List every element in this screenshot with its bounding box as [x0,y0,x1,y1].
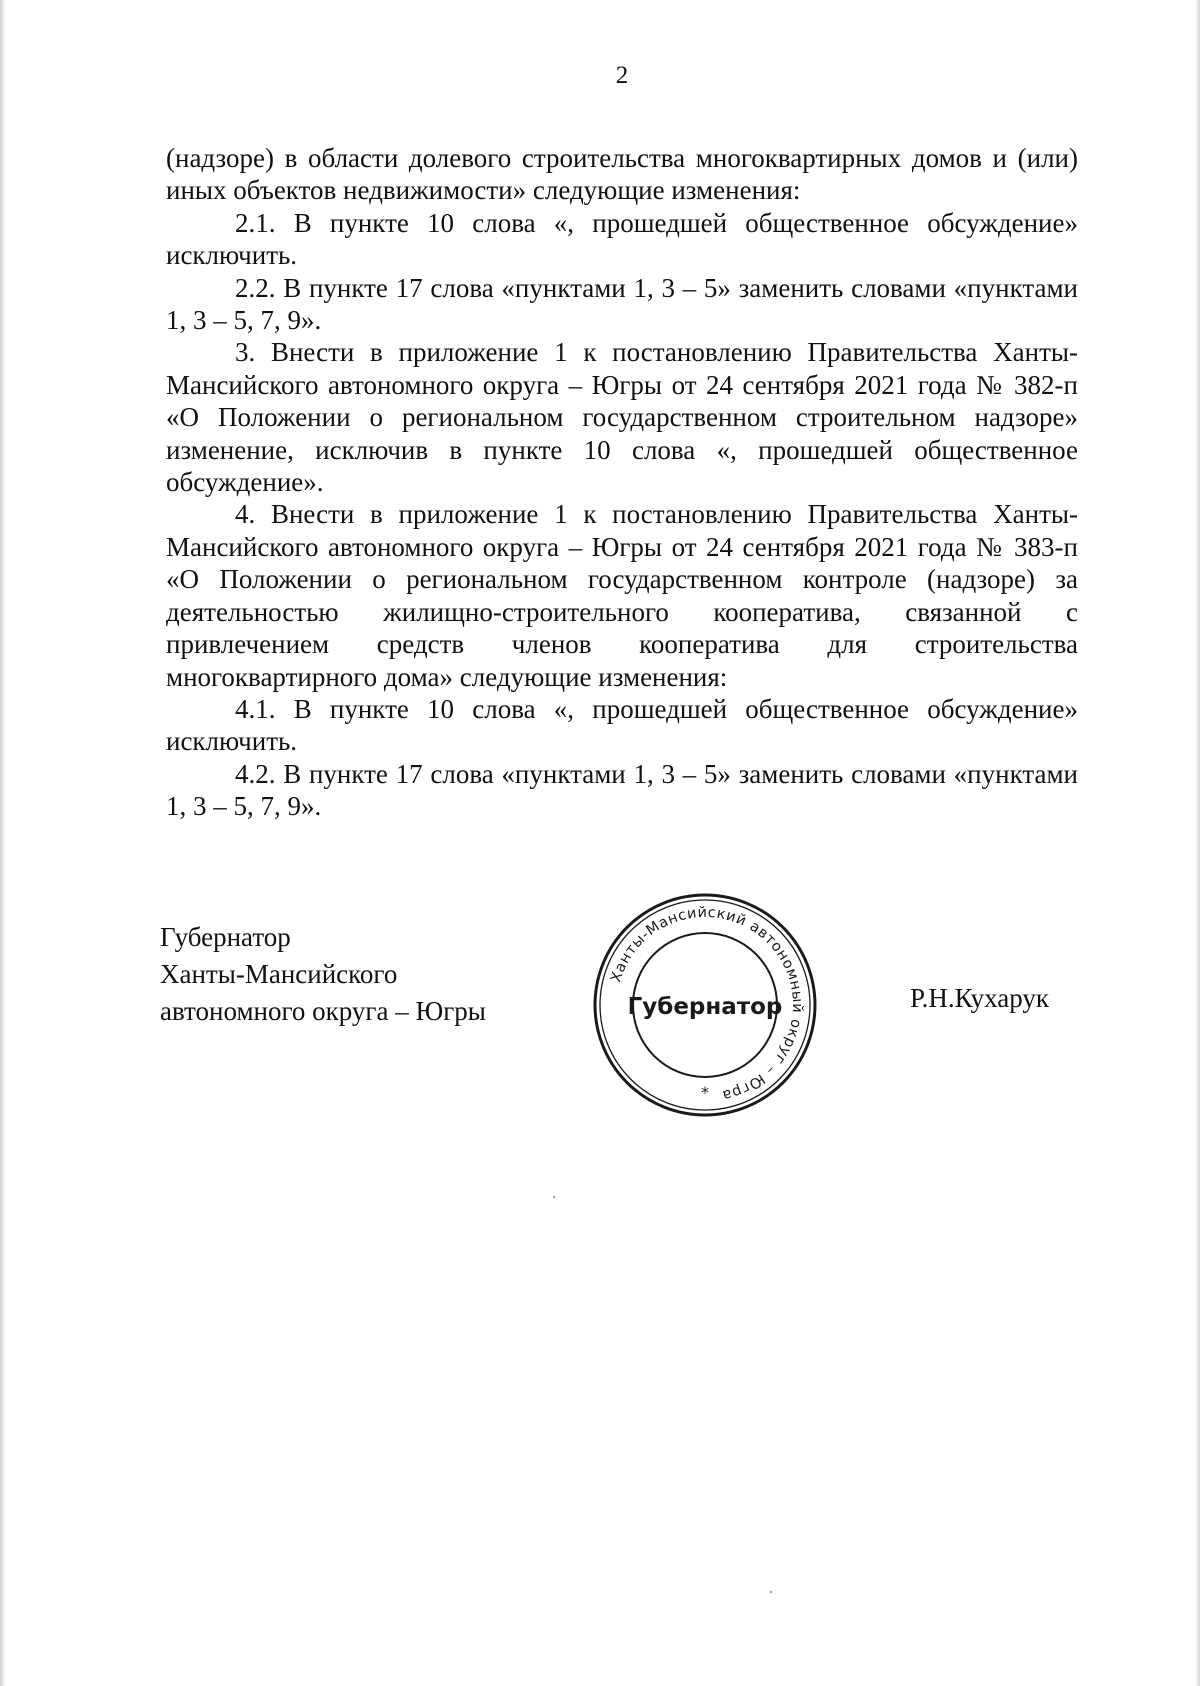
paragraph-4-2: 4.2. В пункте 17 слова «пунктами 1, 3 – 5» заменить словами «пунктами 1, 3 – 5, 7, 9». [166,758,1078,822]
signature-name: Р.Н.Кухарук [910,983,1050,1013]
document-body [166,142,1078,823]
signature-block [160,919,486,1030]
page-number: 2 [615,62,629,89]
seal-star: * [701,1083,709,1102]
scan-edge-left [0,0,6,1686]
signature-title-line-3: автономного округа – Югры [160,996,486,1026]
paragraph-2-1: 2.1. В пункте 10 слова «, прошедшей общественное обсуждение» исключить. [166,207,1078,271]
scan-edge-right [1195,0,1200,1686]
paragraph-4: 4. Внести в приложение 1 к постановлению Правительства Ханты-Мансийского автономного округа – Югры от 24 сентября 2021 года № 383-п «О Положении о региональном государственном контроле (надзоре) за деятельностью жилищно-строительного кооператива, связанной с привлечением средств членов кооператива для строительства многоквартирного дома» следующие изменения: [166,499,1078,692]
seal-center-text: Губернатор [627,994,783,1020]
seal-ring-text: Ханты-Мансийский автономный округ – Югра [608,904,806,1104]
paragraph-2-2: 2.2. В пункте 17 слова «пунктами 1, 3 – 5» заменить словами «пунктами 1, 3 – 5, 7, 9». [166,272,1078,336]
scan-speck [770,1591,772,1593]
paragraph-continuation: (надзоре) в области долевого строительства многоквартирных домов и (или) иных объектов недвижимости» следующие изменения: [166,143,1078,206]
official-seal [590,890,820,1120]
signature-title-line-1: Губернатор [160,922,291,952]
signature-title-line-2: Ханты-Мансийского [160,959,398,989]
paragraph-4-1: 4.1. В пункте 10 слова «, прошедшей общественное обсуждение» исключить. [166,693,1078,757]
scan-speck [553,1196,555,1198]
paragraph-3: 3. Внести в приложение 1 к постановлению Правительства Ханты-Мансийского автономного округа – Югры от 24 сентября 2021 года № 382-п «О Положении о региональном государственном строительном надзоре» изменение, исключив в пункте 10 слова «, прошедшей общественное обсуждение». [166,337,1078,498]
